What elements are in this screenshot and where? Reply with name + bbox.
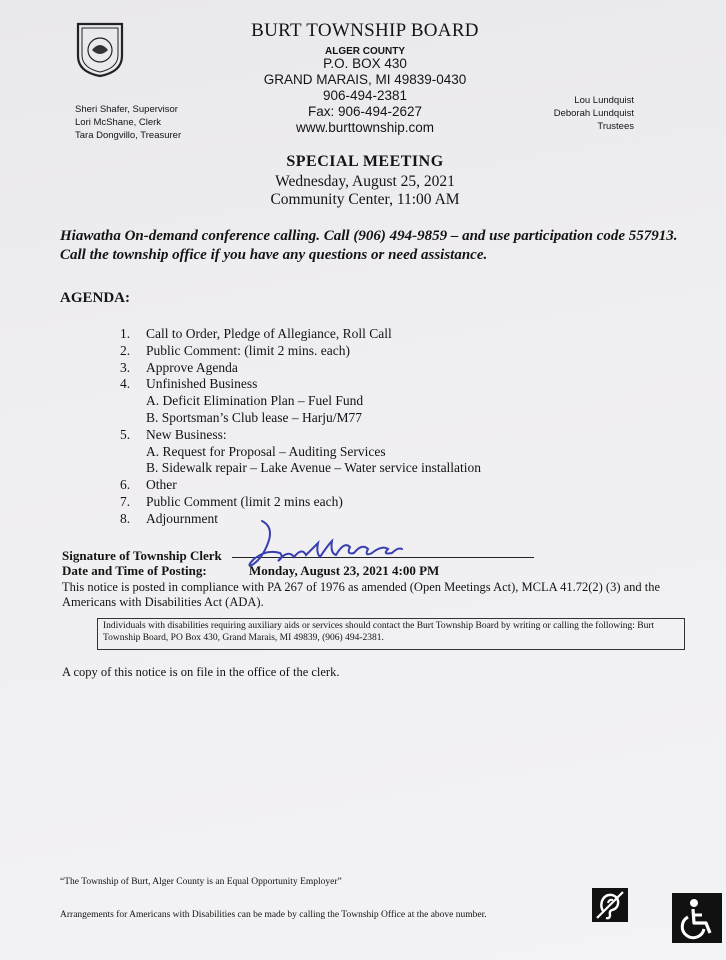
meeting-place: Community Center, 11:00 AM: [270, 191, 460, 208]
agenda-item: [120, 494, 481, 511]
agenda-item: [120, 376, 481, 393]
agenda-item-number: 1.: [120, 326, 131, 341]
township-seal-icon: [74, 20, 126, 78]
officer-clerk: Lori McShane, Clerk: [75, 117, 162, 128]
agenda-item-number: 2.: [120, 342, 131, 358]
agenda-item: [120, 343, 481, 360]
board-title: BURT TOWNSHIP BOARD: [251, 20, 479, 41]
clerk-signature: [232, 519, 412, 569]
agenda-item-text: Call to Order, Pledge of Allegiance, Roll Call: [146, 326, 392, 341]
agenda-item-number: 5.: [120, 426, 131, 442]
wheelchair-accessible-icon: [672, 893, 722, 943]
agenda-item: [120, 326, 481, 343]
agenda-item-text: Unfinished Business: [146, 376, 258, 392]
agenda-item: [120, 410, 481, 427]
copy-on-file-note: A copy of this notice is on file in the office of the clerk.: [62, 665, 340, 679]
posting-datetime: Monday, August 23, 2021 4:00 PM: [249, 563, 440, 578]
agenda-heading: AGENDA:: [60, 290, 130, 306]
agenda-item-text: Adjournment: [146, 510, 218, 526]
agenda-item: [120, 460, 481, 477]
officer-supervisor: Sheri Shafer, Supervisor: [75, 104, 178, 115]
officer-treasurer: Tara Dongvillo, Treasurer: [75, 130, 182, 141]
agenda-item: [120, 393, 481, 410]
agenda-item: [120, 427, 481, 444]
trustees-label: Trustees: [597, 121, 634, 132]
fax-number: Fax: 906-494-2627: [307, 104, 423, 119]
agenda-item-text: B. Sportsman’s Club lease – Harju/M77: [146, 409, 362, 425]
agenda-item-number: 7.: [120, 493, 131, 509]
agenda-item-text: A. Deficit Elimination Plan – Fuel Fund: [146, 393, 364, 409]
po-box: P.O. BOX 430: [323, 56, 407, 71]
trustee-1: Lou Lundquist: [574, 95, 634, 106]
agenda-item-number: 4.: [120, 376, 131, 392]
county-name: ALGER COUNTY: [325, 46, 405, 57]
agenda-item-number: 6.: [120, 477, 131, 493]
meeting-type: SPECIAL MEETING: [286, 153, 444, 170]
signature-label: Signature of Township Clerk: [62, 548, 222, 563]
ada-arrangements-statement: Arrangements for Americans with Disabilities can be made by calling the Township Office at the above number.: [60, 910, 487, 920]
agenda-item-text: A. Request for Proposal – Auditing Services: [146, 443, 386, 459]
agenda-item-text: Public Comment (limit 2 mins each): [146, 493, 343, 509]
agenda-item-number: 8.: [120, 510, 131, 526]
hearing-assistance-icon: [592, 888, 628, 922]
equal-opportunity-statement: “The Township of Burt, Alger County is an Equal Opportunity Employer”: [60, 877, 342, 887]
compliance-notice: This notice is posted in compliance with PA 267 of 1976 as amended (Open Meetings Act), MCLA 41.72(2) (3) and the Americans with Disabilities Act (ADA).: [62, 580, 661, 609]
agenda-item-text: B. Sidewalk repair – Lake Avenue – Water service installation: [146, 460, 482, 476]
website: www.burttownship.com: [295, 120, 435, 135]
ada-notice-text: Individuals with disabilities requiring auxiliary aids or services should contact the Burt Township Board by writing or calling the following: Burt Township Board, PO Box 430, Grand Marais, MI 49839, (906) 494-2381.: [103, 621, 655, 643]
agenda-item-text: New Business:: [146, 426, 227, 442]
posting-label: Date and Time of Posting:: [62, 563, 207, 578]
trustee-2: Deborah Lundquist: [553, 108, 634, 119]
agenda-item-text: Other: [146, 477, 177, 493]
agenda-item-number: 3.: [120, 359, 131, 375]
agenda-list: [120, 326, 481, 528]
agenda-item: [120, 444, 481, 461]
city-address: GRAND MARAIS, MI 49839-0430: [263, 72, 467, 87]
meeting-date: Wednesday, August 25, 2021: [275, 173, 455, 190]
agenda-item: [120, 360, 481, 377]
conference-call-note: Hiawatha On-demand conference calling. Call (906) 494-9859 – and use participation code 557913. Call the township office if you have any questions or need assistance.: [60, 228, 678, 263]
phone-number: 906-494-2381: [322, 88, 408, 103]
agenda-item: [120, 477, 481, 494]
agenda-item-text: Approve Agenda: [146, 359, 238, 375]
agenda-item-text: Public Comment: (limit 2 mins. each): [146, 342, 350, 358]
